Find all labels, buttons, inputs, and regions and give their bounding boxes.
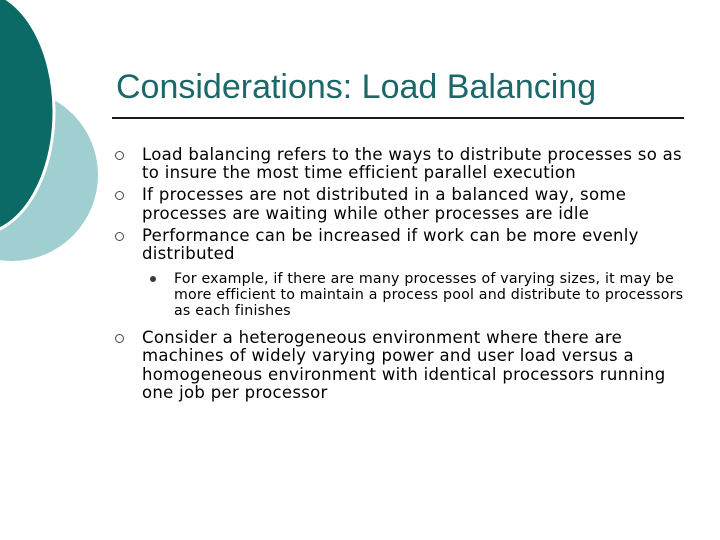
title-underline bbox=[112, 117, 684, 119]
bullet-text: Performance can be increased if work can be more evenly distributed bbox=[142, 225, 639, 264]
bullet-text: If processes are not distributed in a balanced way, some processes are waiting while other processes are idle bbox=[142, 185, 627, 223]
filled-dot-bullet-icon bbox=[150, 276, 156, 282]
hollow-circle-bullet-icon bbox=[115, 334, 124, 343]
sub-bullet-text: For example, if there are many processes of varying sizes, it may be more efficient to maintain a process pool and distribute to processors as each finishes bbox=[174, 271, 684, 320]
bullet-item bbox=[112, 146, 692, 182]
bullet-item bbox=[112, 329, 692, 402]
sub-bullet-item bbox=[112, 271, 692, 319]
bullet-item bbox=[112, 186, 692, 222]
hollow-circle-bullet-icon bbox=[115, 151, 124, 160]
bullet-list bbox=[112, 146, 692, 406]
bullet-item bbox=[112, 227, 692, 263]
bullet-text: Load balancing refers to the ways to distribute processes so as to insure the most time efficient parallel execution bbox=[142, 145, 682, 183]
slide-title: Considerations: Load Balancing bbox=[116, 68, 597, 106]
hollow-circle-bullet-icon bbox=[115, 232, 124, 241]
bullet-text: Consider a heterogeneous environment where there are machines of widely varying power and user load versus a homogeneous environment with identical processors running one job per processor bbox=[142, 328, 666, 402]
hollow-circle-bullet-icon bbox=[115, 191, 124, 200]
